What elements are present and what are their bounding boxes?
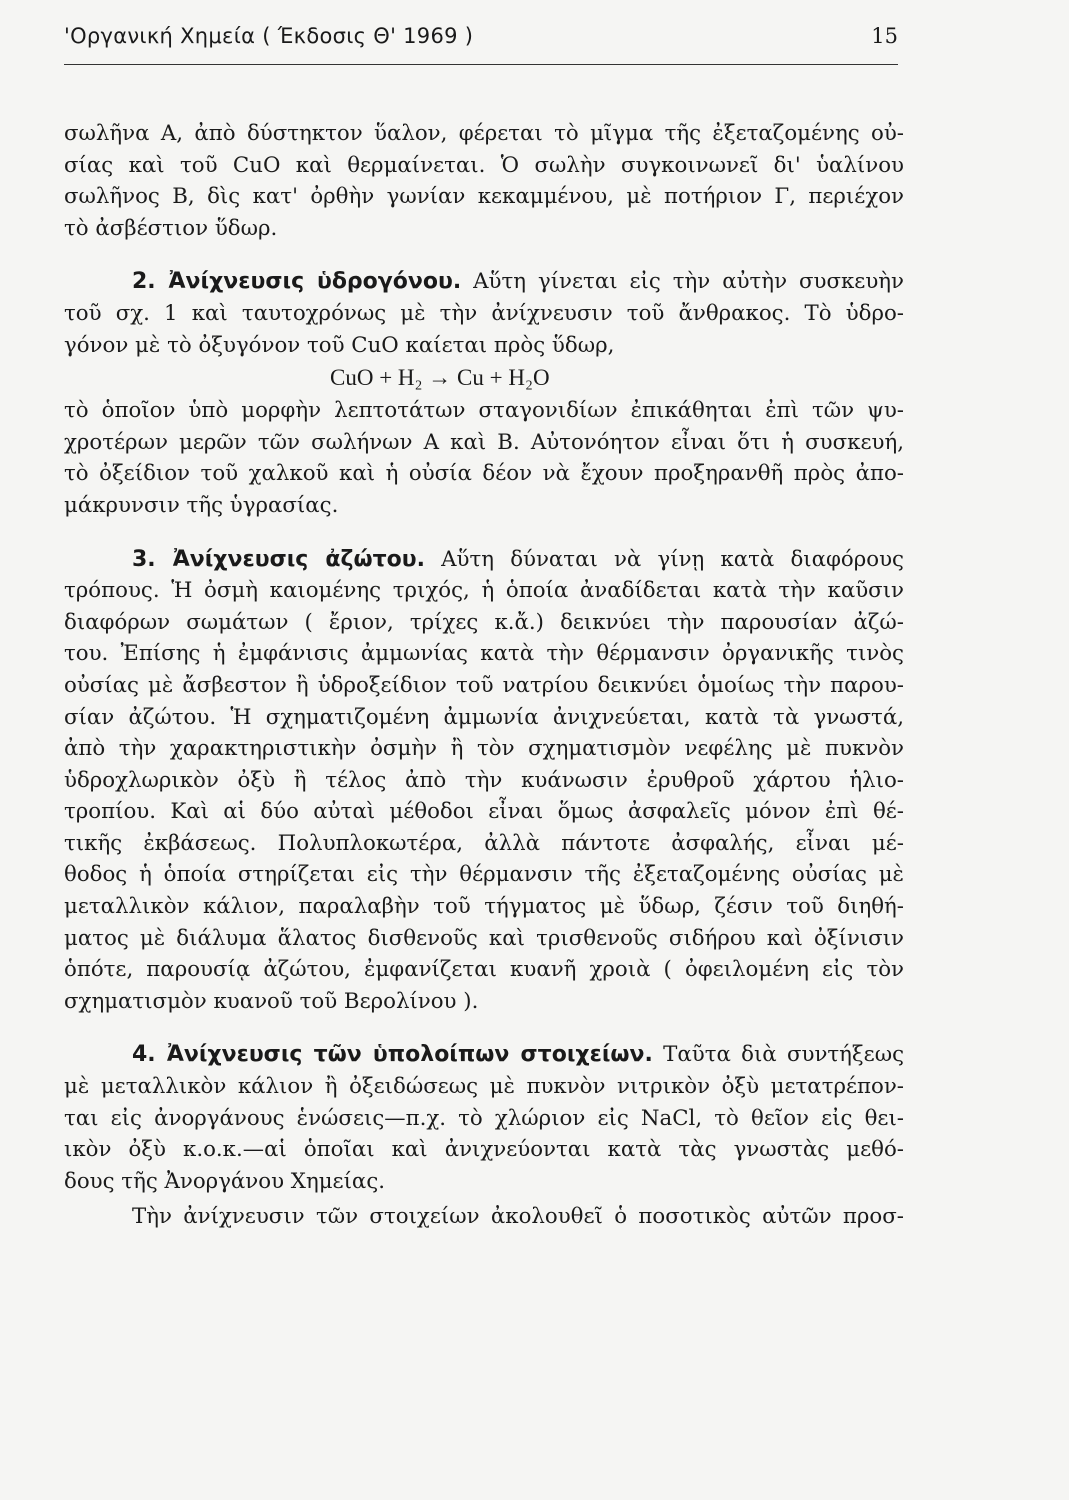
text-line: τὸ ἀσβέστιον ὕδωρ. — [64, 215, 278, 241]
header-title: 'Οργανική Χημεία ( Έκδοσις Θ' 1969 ) — [64, 24, 474, 48]
text-line: ματος μὲ διάλυμα ἅλατος δισθενοῦς καὶ τρισθενοῦς σιδήρου καὶ ὀξίνισιν — [64, 925, 904, 951]
text-line: ικὸν ὀξὺ κ.ο.κ.—αἱ ὁποῖαι καὶ ἀνιχνεύονται κατὰ τὰς γνωστὰς μεθό- — [64, 1137, 904, 1163]
body-text — [64, 118, 904, 1233]
text-line: γόνον μὲ τὸ ὀξυγόνον τοῦ CuO καίεται πρὸς ὕδωρ, — [64, 332, 615, 358]
text-line: του. Ἐπίσης ἡ ἐμφάνισις ἀμμωνίας κατὰ τὴν θέρμανσιν ὀργανικῆς τινὸς — [64, 641, 904, 667]
text-line: ὑδροχλωρικὸν ὀξὺ ἢ τέλος ἀπὸ τὴν κυάνωσιν ἐρυθροῦ χάρτου ἡλιο- — [64, 767, 904, 793]
text-fragment: Αὕτη δύναται νὰ γίνῃ κατὰ διαφόρους — [441, 546, 904, 572]
text-line: τὸ ὁποῖον ὑπὸ μορφὴν λεπτοτάτων σταγονιδίων ἐπικάθηται ἐπὶ τῶν ψυ- — [64, 398, 904, 424]
text-line: σωλῆνος Β, δὶς κατ' ὀρθὴν γωνίαν κεκαμμένου, μὲ ποτήριον Γ, περιέχον — [64, 184, 904, 210]
page-number: 15 — [871, 24, 898, 48]
section-4-first-line — [64, 1039, 904, 1071]
text-line: οὐσίας μὲ ἄσβεστον ἢ ὑδροξείδιον τοῦ νατρίου δεικνύει ὁμοίως τὴν παρου- — [64, 672, 904, 698]
text-line: ἀπὸ τὴν χαρακτηριστικὴν ὀσμὴν ἢ τὸν σχηματισμὸν νεφέλης μὲ πυκνὸν — [64, 736, 904, 762]
text-line: τὸ ὀξείδιον τοῦ χαλκοῦ καὶ ἡ οὐσία δέον νὰ ἔχουν προξηρανθῆ πρὸς ἀπο- — [64, 461, 904, 487]
text-line: τοῦ σχ. 1 καὶ ταυτοχρόνως μὲ τὴν ἀνίχνευσιν τοῦ ἄνθρακος. Τὸ ὑδρο- — [64, 300, 904, 326]
text-line: μάκρυνσιν τῆς ὑγρασίας. — [64, 492, 339, 518]
text-line: τρόπους. Ἡ ὀσμὴ καιομένης τριχός, ἡ ὁποία ἀναδίδεται κατὰ τὴν καῦσιν — [64, 578, 904, 604]
text-fragment: Αὕτη γίνεται εἰς τὴν αὐτὴν συσκευὴν — [473, 269, 904, 295]
section-3-first-line — [64, 544, 904, 576]
text-line: μεταλλικὸν κάλιον, παραλαβὴν τοῦ τήγματος μὲ ὕδωρ, ζέσιν τοῦ διηθή- — [64, 894, 904, 920]
text-line: τικῆς ἐκβάσεως. Πολυπλοκωτέρα, ἀλλὰ πάντοτε ἀσφαλής, εἶναι μέ- — [64, 830, 904, 856]
text-line: θοδος ἡ ὁποία στηρίζεται εἰς τὴν θέρμανσιν τῆς ἐξεταζομένης οὐσίας μὲ — [64, 862, 904, 888]
section-2-heading: 2. Ἀνίχνευσις ὑδρογόνου. — [132, 269, 462, 295]
running-header — [64, 20, 898, 65]
text-line: χροτέρων μερῶν τῶν σωλήνων Α καὶ Β. Αὐτονόητον εἶναι ὅτι ἡ συσκευή, — [64, 429, 904, 455]
chemical-equation: CuO + H₂ → Cu + H₂O — [330, 365, 550, 391]
section-3-heading: 3. Ἀνίχνευσις ἀζώτου. — [132, 546, 425, 572]
text-line: σίαν ἀζώτου. Ἡ σχηματιζομένη ἀμμωνία ἀνιχνεύεται, κατὰ τὰ γνωστά, — [64, 704, 904, 730]
text-line: Τὴν ἀνίχνευσιν τῶν στοιχείων ἀκολουθεῖ ὁ ποσοτικὸς αὐτῶν προσ- — [132, 1204, 904, 1230]
section-2-first-line — [64, 266, 904, 298]
section-4-heading: 4. Ἀνίχνευσις τῶν ὑπολοίπων στοιχείων. — [132, 1042, 653, 1068]
text-line: διαφόρων σωμάτων ( ἔριον, τρίχες κ.ἄ.) δεικνύει τὴν παρουσίαν ἀζώ- — [64, 609, 904, 635]
text-line: σχηματισμὸν κυανοῦ τοῦ Βερολίνου ). — [64, 988, 479, 1014]
text-line: ται εἰς ἀνοργάνους ἑνώσεις—π.χ. τὸ χλώριον εἰς NaCl, τὸ θεῖον εἰς θει- — [64, 1105, 904, 1131]
text-line: σωλῆνα Α, ἀπὸ δύστηκτον ὕαλον, φέρεται τὸ μῖγμα τῆς ἐξεταζομένης οὐ- — [64, 121, 904, 146]
text-line: τροπίου. Καὶ αἱ δύο αὐταὶ μέθοδοι εἶναι ὅμως ἀσφαλεῖς μόνον ἐπὶ θέ- — [64, 799, 904, 825]
text-line: ὁπότε, παρουσίᾳ ἀζώτου, ἐμφανίζεται κυανῆ χροιὰ ( ὀφειλομένη εἰς τὸν — [64, 957, 904, 983]
text-line: δους τῆς Ἀνοργάνου Χημείας. — [64, 1168, 386, 1194]
text-fragment: Ταῦτα διὰ συντήξεως — [663, 1042, 904, 1068]
text-line: μὲ μεταλλικὸν κάλιον ἢ ὀξειδώσεως μὲ πυκνὸν νιτρικὸν ὀξὺ μετατρέπον- — [64, 1074, 904, 1100]
text-line: σίας καὶ τοῦ CuO καὶ θερμαίνεται. Ὁ σωλὴν συγκοινωνεῖ δι' ὑαλίνου — [64, 152, 904, 178]
